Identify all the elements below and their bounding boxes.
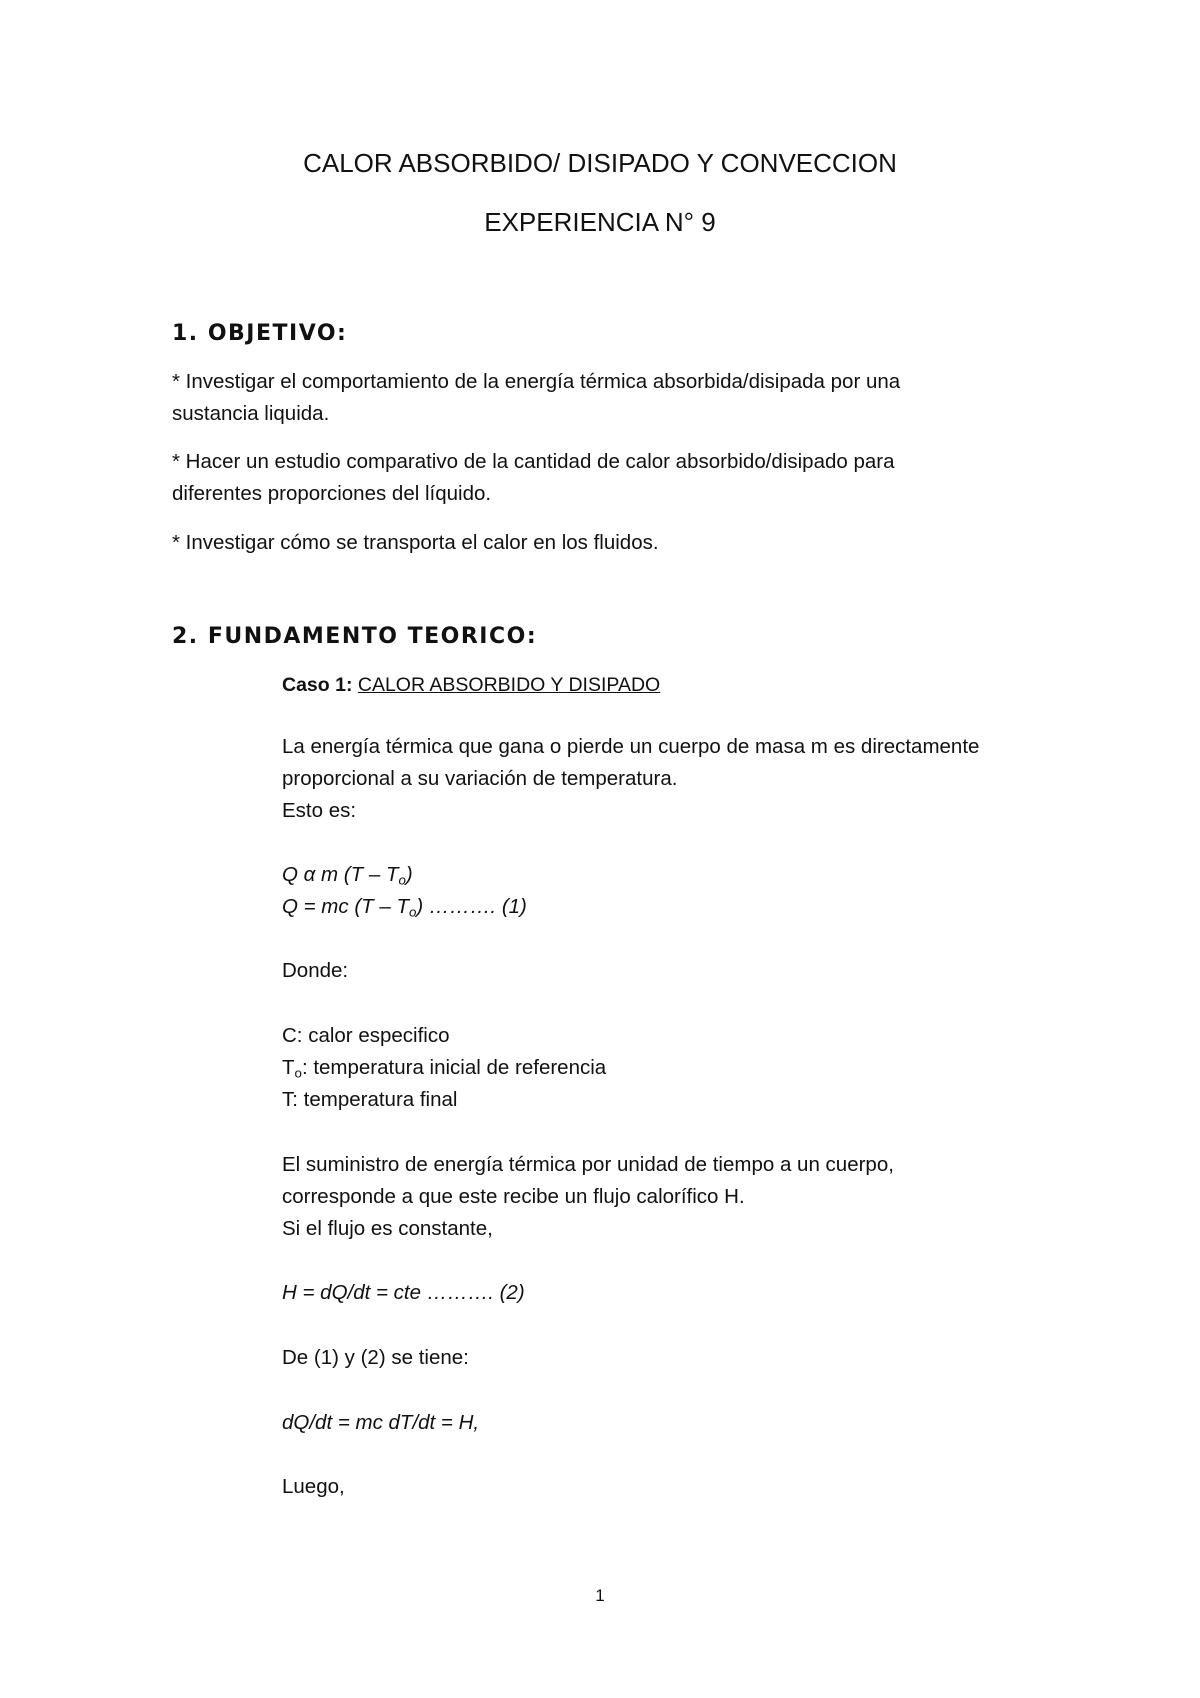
equation-1 [282, 895, 527, 920]
luego-text: Luego, [282, 1475, 345, 1498]
eq2-main: Q = mc (T – T [282, 895, 409, 918]
paragraph-1-line-1: La energía térmica que gana o pierde un cuerpo de masa m es directamente [282, 735, 980, 758]
objetivo-bullet-2-line-1: * Hacer un estudio comparativo de la cantidad de calor absorbido/disipado para [172, 450, 895, 473]
paragraph-1-line-2: proporcional a su variación de temperatura. [282, 767, 678, 790]
eq2-end: ) ………. (1) [416, 895, 527, 918]
definition-c: C: calor especifico [282, 1024, 450, 1047]
t0-sub: o [294, 1065, 302, 1081]
document-title: CALOR ABSORBIDO/ DISIPADO Y CONVECCION [303, 148, 897, 178]
section-heading-fundamento: 2. FUNDAMENTO TEORICO: [172, 624, 538, 649]
t0-main: T [282, 1056, 295, 1079]
equation-proportional [282, 863, 413, 888]
objetivo-bullet-1-line-2: sustancia liquida. [172, 402, 330, 425]
caso-title: CALOR ABSORBIDO Y DISIPADO [357, 674, 661, 696]
paragraph-2-line-3: Si el flujo es constante, [282, 1217, 493, 1240]
objetivo-bullet-1-line-1: * Investigar el comportamiento de la energía térmica absorbida/disipada por una [172, 370, 901, 393]
de-1-y-2-text: De (1) y (2) se tiene: [282, 1346, 469, 1369]
eq2-sub: o [409, 904, 417, 920]
paragraph-2-line-2: corresponde a que este recibe un flujo calorífico H. [282, 1185, 745, 1208]
paragraph-2-line-1: El suministro de energía térmica por unidad de tiempo a un cuerpo, [282, 1153, 894, 1176]
equation-3: dQ/dt = mc dT/dt = H, [282, 1411, 480, 1434]
paragraph-1-line-3: Esto es: [282, 799, 357, 822]
donde-label: Donde: [282, 959, 349, 982]
page-number: 1 [595, 1586, 605, 1605]
equation-2: H = dQ/dt = cte ………. (2) [282, 1281, 525, 1304]
caso-label: Caso 1: [282, 674, 358, 696]
definition-t: T: temperatura final [282, 1088, 458, 1111]
caso-1-heading [282, 674, 660, 697]
eq1-sub: o [398, 872, 406, 888]
section-heading-objetivo: 1. OBJETIVO: [172, 321, 348, 346]
eq1-main: Q α m (T – T [282, 863, 399, 886]
definition-t0 [282, 1056, 606, 1081]
t0-rest: : temperatura inicial de referencia [301, 1056, 607, 1079]
eq1-end: ) [405, 863, 413, 886]
objetivo-bullet-3: * Investigar cómo se transporta el calor en los fluidos. [172, 531, 659, 554]
objetivo-bullet-2-line-2: diferentes proporciones del líquido. [172, 482, 492, 505]
document-subtitle: EXPERIENCIA N° 9 [484, 207, 716, 237]
